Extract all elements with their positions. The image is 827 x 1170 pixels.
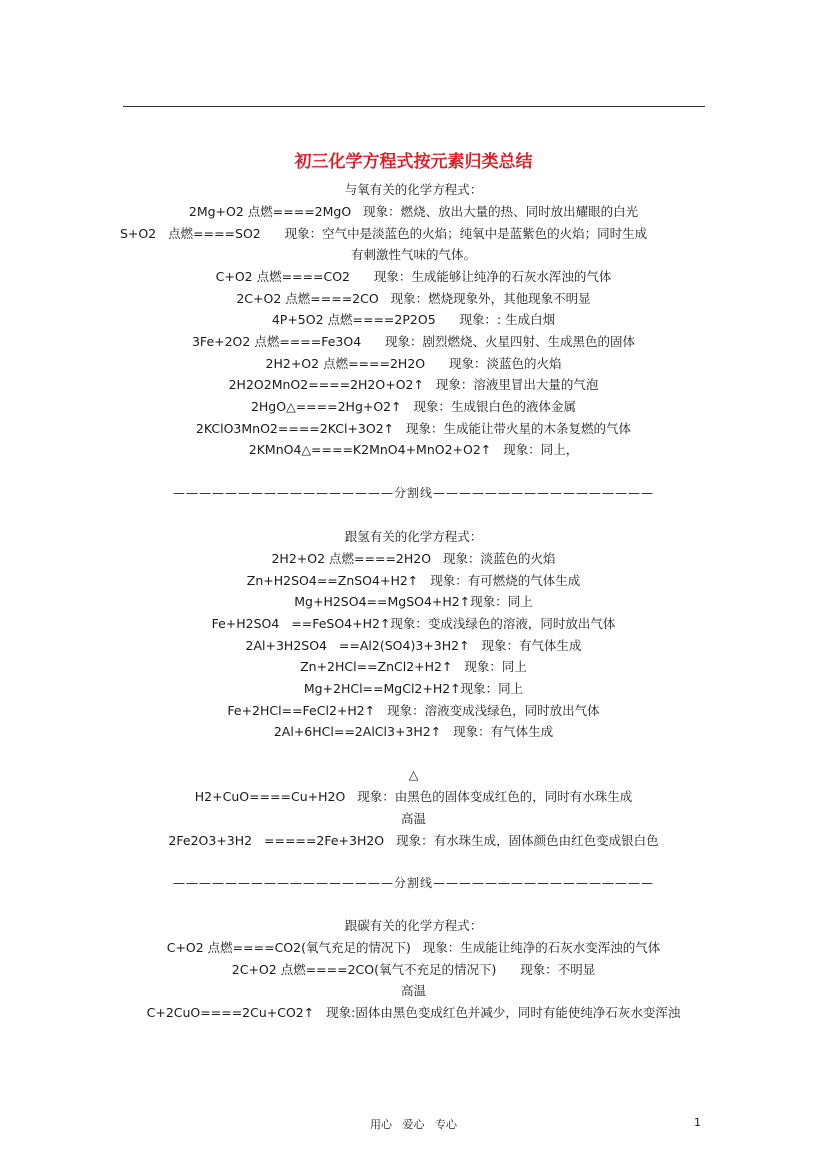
carbon-heading: 跟碳有关的化学方程式： xyxy=(344,918,483,933)
oxygen-line-12: 2KMnO4△====K2MnO4+MnO2+O2↑ 现象：同上， xyxy=(248,442,579,457)
oxygen-line-11: 2KClO3MnO2====2KCl+3O2↑ 现象：生成能让带火星的木条复燃的气体 xyxy=(195,421,632,436)
oxygen-line-2: S+O2 点燃====SO2 现象：空气中是淡蓝色的火焰；纯氧中是蓝紫色的火焰；同时生成 xyxy=(120,226,648,241)
oxygen-line-9: 2H2O2MnO2====2H2O+O2↑ 现象：溶液里冒出大量的气泡 xyxy=(228,377,599,392)
oxygen-line-4: C+O2 点燃====CO2 现象：生成能够让纯净的石灰水浑浊的气体 xyxy=(215,269,612,284)
oxygen-line-6: 4P+5O2 点燃====2P2O5 现象：: 生成白烟 xyxy=(271,312,556,327)
oxygen-heading: 与氧有关的化学方程式： xyxy=(344,182,483,197)
hydrogen-line-2: Zn+H2SO4==ZnSO4+H2↑ 现象：有可燃烧的气体生成 xyxy=(246,573,581,588)
separator-2: —————————————————分割线————————————————— xyxy=(172,876,654,890)
oxygen-line-10: 2HgO△====2Hg+O2↑ 现象：生成银白色的液体金属 xyxy=(250,399,577,414)
hydrogen-line-8: Fe+2HCl==FeCl2+H2↑ 现象：溶液变成浅绿色，同时放出气体 xyxy=(227,703,600,718)
carbon-line-3: C+2CuO====2Cu+CO2↑ 现象:固体由黑色变成红色并减少，同时有能使纯净石灰水变浑浊 xyxy=(146,1005,681,1020)
carbon-line-1: C+O2 点燃====CO2(氧气充足的情况下) 现象：生成能让纯净的石灰水变浑浊的气体 xyxy=(166,940,661,955)
hydrogen-line-4: Fe+H2SO4 ==FeSO4+H2↑现象：变成浅绿色的溶液，同时放出气体 xyxy=(211,616,616,631)
hydrogen-line-7: Mg+2HCl==MgCl2+H2↑现象：同上 xyxy=(303,681,524,696)
hydrogen-line-3: Mg+H2SO4==MgSO4+H2↑现象：同上 xyxy=(294,594,533,609)
hydrogen-line-6: Zn+2HCl==ZnCl2+H2↑ 现象：同上 xyxy=(300,659,527,674)
document-title: 初三化学方程式按元素归类总结 xyxy=(294,152,533,172)
hydrogen-heading: 跟氢有关的化学方程式： xyxy=(344,529,483,544)
oxygen-line-8: 2H2+O2 点燃====2H2O 现象：淡蓝色的火焰 xyxy=(265,356,562,371)
oxygen-line-5: 2C+O2 点燃====2CO 现象：燃烧现象外，其他现象不明显 xyxy=(236,291,591,306)
oxygen-line-3: 有刺激性气味的气体。 xyxy=(350,247,476,262)
carbon-line-2: 2C+O2 点燃====2CO(氧气不充足的情况下) 现象：不明显 xyxy=(231,962,596,977)
page-footer: 用心 爱心 专心 xyxy=(370,1118,457,1131)
high-temp-label-1: 高温 xyxy=(400,811,426,826)
oxygen-line-1: 2Mg+O2 点燃====2MgO 现象：燃烧、放出大量的热、同时放出耀眼的白光 xyxy=(188,204,639,219)
hydrogen-line-1: 2H2+O2 点燃====2H2O 现象：淡蓝色的火焰 xyxy=(271,551,556,566)
page-number: 1 xyxy=(694,1116,701,1129)
high-temp-label-2: 高温 xyxy=(400,983,426,998)
hydrogen-fe-line: 2Fe2O3+3H2 =====2Fe+3H2O 现象：有水珠生成，固体颜色由红色变成银白色 xyxy=(168,833,659,848)
separator-1: —————————————————分割线————————————————— xyxy=(172,486,654,500)
hydrogen-line-9: 2Al+6HCl==2AlCl3+3H2↑ 现象：有气体生成 xyxy=(273,724,554,739)
hydrogen-cuo-line: H2+CuO====Cu+H2O 现象：由黑色的固体变成红色的，同时有水珠生成 xyxy=(194,789,633,804)
oxygen-line-7: 3Fe+2O2 点燃====Fe3O4 现象：剧烈燃烧、火星四射、生成黑色的固体 xyxy=(191,334,636,349)
hydrogen-line-5: 2Al+3H2SO4 ==Al2(SO4)3+3H2↑ 现象：有气体生成 xyxy=(245,638,582,653)
header-rule xyxy=(123,106,705,107)
heat-triangle: △ xyxy=(408,767,419,782)
